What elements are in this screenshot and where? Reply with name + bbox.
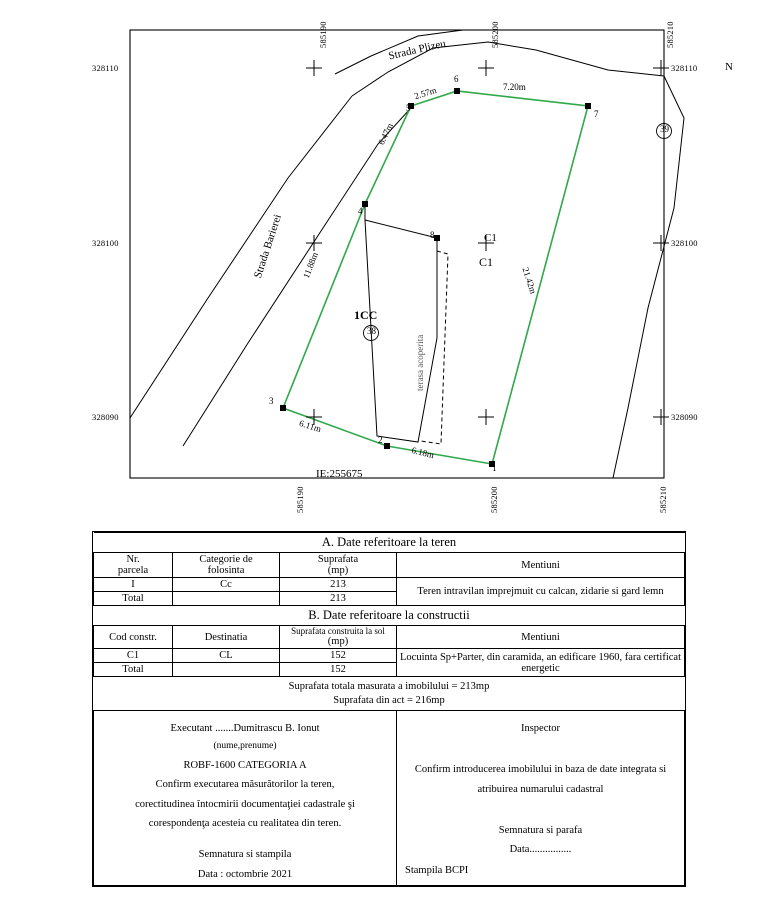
dimension-label-6-47m: 6.47m: [376, 121, 395, 147]
executant-name: Executant .......Dumitrascu B. Ionut: [170, 722, 320, 734]
coord-label-bottom-3: 585210: [658, 486, 668, 513]
map-drawing: [88, 8, 688, 520]
summary-total-measured: Suprafata totala masurata a imobilului = 213mp: [288, 681, 490, 693]
parcel-number-38: 38: [367, 326, 376, 336]
building-label-c1: C1: [479, 255, 494, 269]
signature-row: [94, 710, 685, 886]
terrace-label: terasa acoperita: [415, 334, 425, 391]
cell-destinatia: CL: [173, 649, 280, 663]
street-line-barierei-b: [183, 109, 410, 446]
parcel-number-39: 39: [660, 124, 669, 134]
section-a-title-row: [94, 533, 685, 553]
vertex-markers: [280, 88, 591, 467]
parcel-boundary: [283, 91, 588, 464]
header-mentiuni-b: Mentiuni: [397, 626, 685, 649]
vertex-label-4: 4: [358, 206, 363, 216]
map-frame: [130, 30, 664, 478]
cell-categorie: Cc: [173, 578, 280, 592]
header-cod-constr: Cod constr.: [94, 626, 173, 649]
header-suprafata-construita-line2: (mp): [327, 636, 349, 648]
street-label-barierei: Strada Barierei: [252, 212, 284, 280]
dimension-label-11-88m: 11.88m: [301, 250, 320, 280]
coord-label-right-3: 328090: [671, 412, 698, 422]
vertex-label-5: 5: [406, 103, 411, 113]
vertex-label-6: 6: [454, 74, 459, 84]
summary-cell: [94, 677, 685, 710]
summary-row: [94, 677, 685, 710]
coord-label-bottom-2: 585200: [489, 486, 499, 513]
cell-mentiuni-teren: Teren intravilan imprejmuit cu calcan, zidarie si gard lemn: [397, 578, 685, 606]
header-suprafata-line2: (mp): [327, 565, 349, 577]
cadastral-table: [93, 532, 685, 886]
cell-cod-constr: C1: [94, 649, 173, 663]
inspector-block: [397, 710, 685, 886]
building-label-c1-upper: C1: [484, 232, 497, 244]
inspector-date: Data................: [509, 844, 572, 856]
dimension-label-7-20m: 7.20m: [503, 82, 526, 92]
dimension-label-6-18m: 6.18m: [410, 445, 436, 461]
north-label: N: [725, 61, 733, 73]
inspector-signature-label: Semnatura si parafa: [498, 825, 583, 836]
inspector-title: Inspector: [520, 722, 561, 734]
header-destinatia: Destinatia: [173, 626, 280, 649]
header-mentiuni-a: Mentiuni: [397, 553, 685, 578]
section-b-title: B. Date referitoare la constructii: [94, 606, 685, 626]
stamp-bcpi-label: Stampila BCPI: [405, 864, 469, 876]
table-row: [94, 578, 685, 592]
cell-total-label-b: Total: [94, 663, 173, 677]
table-row: [94, 649, 685, 663]
coord-label-right-2: 328100: [671, 238, 698, 248]
cell-total-label: Total: [94, 592, 173, 606]
executant-statement-1: Confirm executarea măsurătorilor la teren,: [155, 779, 335, 791]
header-suprafata-construita: [280, 626, 397, 649]
vertex-label-7: 7: [594, 109, 599, 119]
map-container: [88, 8, 733, 520]
executant-authorization: ROBF-1600 CATEGORIA A: [183, 759, 307, 771]
header-suprafata-line1: Suprafata: [317, 554, 359, 565]
executant-date: Data : octombrie 2021: [197, 868, 293, 880]
cell-suprafata-construita: 152: [280, 649, 397, 663]
summary-from-act: Suprafata din act = 216mp: [333, 694, 445, 706]
section-b-header-row: [94, 626, 685, 649]
coord-label-top-2: 585200: [490, 21, 500, 48]
cell-total-categorie: [173, 592, 280, 606]
inspector-statement-1: Confirm introducerea imobilului in baza de date integrata si: [414, 764, 667, 776]
executant-signature-label: Semnatura si stampila: [198, 849, 292, 861]
header-nr-parcela-line2: parcela: [117, 565, 149, 577]
vertex-label-8: 8: [430, 230, 435, 240]
cell-total-destinatia: [173, 663, 280, 677]
executant-name-caption: (nume,prenume): [213, 741, 277, 752]
coord-label-top-3: 585210: [665, 21, 675, 48]
header-categorie-line2: folosinta: [207, 565, 245, 577]
data-tables: [92, 531, 686, 887]
header-nr-parcela-line1: Nr.: [126, 554, 140, 565]
coord-label-right-1: 328110: [671, 63, 698, 73]
coord-label-left-1: 328110: [92, 63, 119, 73]
cell-mentiuni-constructii: Locuinta Sp+Parter, din caramida, an edificare 1960, fara certificat energetic: [397, 649, 685, 677]
dimension-label-21-42m: 21.42m: [520, 266, 539, 296]
header-categorie: [173, 553, 280, 578]
cell-total-suprafata-b: 152: [280, 663, 397, 677]
header-nr-parcela: [94, 553, 173, 578]
coord-label-left-2: 328100: [92, 238, 119, 248]
cell-nr-parcela: I: [94, 578, 173, 592]
section-a-title: A. Date referitoare la teren: [94, 533, 685, 553]
header-categorie-line1: Categorie de: [199, 554, 253, 565]
inspector-statement-2: atribuirea numarului cadastral: [477, 783, 604, 795]
coord-label-bottom-1: 585190: [295, 486, 305, 513]
executant-statement-3: corespondenţa acesteia cu realitatea din teren.: [148, 817, 342, 829]
cell-total-suprafata: 213: [280, 592, 397, 606]
terrace-outline: [421, 251, 448, 444]
coord-label-left-3: 328090: [92, 412, 119, 422]
parcel-label-1cc: 1CC: [354, 308, 378, 322]
dimension-label-2-57m: 2.57m: [413, 84, 438, 102]
header-suprafata-construita-line1: Suprafata construita la sol: [291, 626, 385, 637]
executant-statement-2: corectitudinea întocmirii documentaţiei cadastrale şi: [135, 798, 355, 810]
coord-label-top-1: 585190: [318, 21, 328, 48]
vertex-label-3: 3: [269, 396, 274, 406]
vertex-label-2: 2: [378, 435, 383, 445]
street-label-plizeu: Strada Plizeu: [387, 37, 447, 63]
header-suprafata: [280, 553, 397, 578]
cell-suprafata: 213: [280, 578, 397, 592]
dimension-label-6-11m: 6.11m: [298, 418, 323, 435]
executant-block: [94, 710, 397, 886]
section-a-header-row: [94, 553, 685, 578]
vertex-label-1: 1: [492, 463, 497, 473]
section-b-title-row: [94, 606, 685, 626]
ie-label: IE:255675: [316, 468, 363, 480]
